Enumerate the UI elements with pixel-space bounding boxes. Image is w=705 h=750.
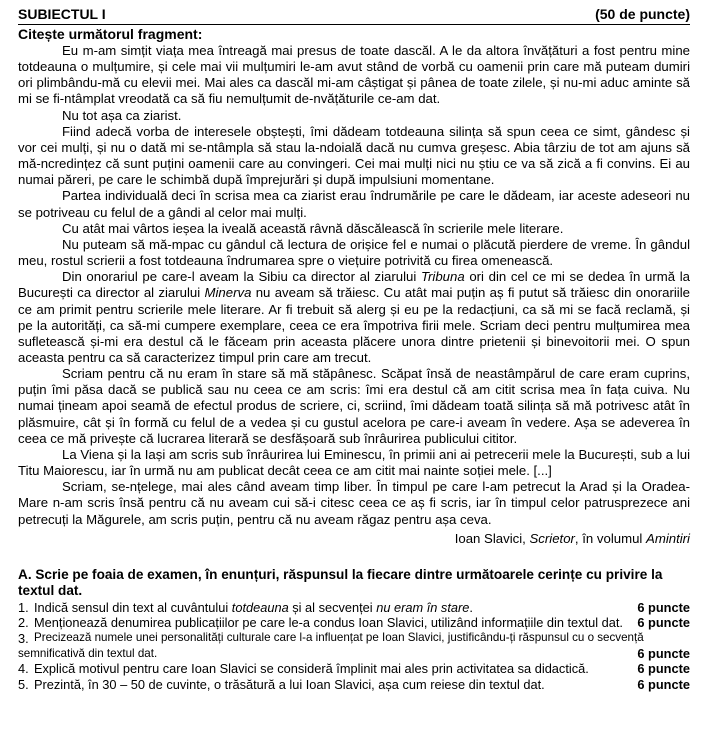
reading-instruction: Citește următorul fragment: (18, 26, 203, 42)
passage-paragraph (18, 43, 690, 108)
passage-paragraph (18, 237, 690, 269)
text-run: Explică motivul pentru care Ioan Slavici se consideră împlinit mai ales prin activitatea sa didactică. (34, 661, 589, 677)
attribution-rest: , în volumul (574, 530, 647, 546)
text-run: Indică sensul din text al cuvântului (34, 599, 232, 615)
text-run: Prezintă, în 30 – 50 de cuvinte, o trăsătură a lui Ioan Slavici, așa cum reiese din textul dat. (34, 676, 545, 692)
subject-points: (50 de puncte) (595, 6, 690, 22)
question-points: 6 puncte (637, 661, 690, 677)
question-item (18, 615, 690, 631)
question-number: 4. (18, 661, 29, 677)
text-run: La Viena și la Iași am scris sub înrâurirea lui Eminescu, în primii ani ai petrecerii mele la București, sub a lui Titu Maiorescu, iar în urmă nu am publicat decât ceea ce am citit mai nainte soției mele. [...] (18, 446, 690, 479)
text-run: Eu m-am simțit viața mea întreagă mai presus de toate dascăl. A le da altora învățături a fost pentru mine totdeauna o mulțumire, și cele mai vii mulțumiri le-am avut stând de vorbă cu oamenii prin care mă puteam dumiri ori plimbându-mă cu elevii mei. Mai ales ca dascăl mi-am câștigat și pânea de toate zilele, și nu-mi aduc aminte să mi se fi-ntâmplat vreodată ca să fiu nemulțumit de-nvățăturile ce-am dat. (18, 43, 690, 107)
text-run: Cu atât mai vârtos ieșea la iveală această râvnă dăscălească în scrierile mele literare. (62, 220, 564, 236)
text-run: Fiind adecă vorba de interesele obștești, îmi dădeam totdeauna silința să spun ceea ce simt, gândesc și vor cei mulți, și nu o dată mi se-ntâmpla să stau la-ndoială dacă nu cumva greșesc. Abia târziu de tot am ajuns să mă-ncredințez că sunt puțini oamenii care au convingeri. Cei mai mulți nici nu știu ce va să zică a fi convins. Ei au numai păreri, pe care le schimbă după împrejurări și după impulsiuni momentane. (18, 123, 690, 188)
text-run: . (469, 599, 473, 615)
subject-header (18, 6, 690, 25)
question-points: 6 puncte (637, 646, 690, 662)
text-run: Scriam pentru că nu eram în stare să mă stăpânesc. Scăpat însă de neastâmpărul de care eram cuprins, puțin îmi păsa dacă se publică sau nu ceea ce am scris: îmi era destul că am citit scrisa mea în fața cuiva. Nu numai țineam apoi seamă de efectul produs de scriere, ci, scriind, îmi dădeam toată silința să mă potrivesc atât în plăsmuire, cât și în formă cu felul de a vedea și cu gustul acelora pe care-i aveam în vedere. Așa se adeverea în ceea ce mă privește că lucrarea literară se desfășoară sub înrâurirea publicului cititor. (18, 366, 690, 446)
text-run: ori din cel ce mi se dedea în urmă la București ca director al ziarului (18, 269, 690, 301)
question-text: Precizează numele unei personalități culturale care l-a influențat pe Ioan Slavici, justificându-ți răspunsul cu o secvență (34, 630, 644, 644)
text-run: Nu tot așa ca ziarist. (62, 107, 182, 123)
question-item (18, 661, 690, 677)
attribution-volume: Amintiri (646, 530, 690, 546)
question-points: 6 puncte (637, 615, 690, 631)
text-run: și al secvenței (288, 599, 377, 615)
question-text (34, 677, 633, 693)
question-text-continued: semnificativă din textul dat. (18, 647, 158, 661)
question-item (18, 677, 690, 693)
text-run: Partea individuală deci în scrisa mea ca ziarist erau îndrumările pe care le dădeam, iar aceste adeseori nu se potriveau cu felul de a gândi al celor mai mulți. (18, 188, 690, 220)
section-a-heading: A. Scrie pe foaia de examen, în enunțuri, răspunsul la fiecare dintre următoarele cerințe cu privire la textul dat. (18, 566, 663, 599)
question-points: 6 puncte (637, 676, 690, 692)
passage-paragraph (18, 221, 690, 237)
question-number: 5. (18, 676, 29, 692)
question-number: 3. (18, 630, 29, 646)
italic-text: totdeauna (231, 599, 289, 615)
text-run: Menționează denumirea publicațiilor pe care le-a condus Ioan Slavici, utilizând informațiile din textul dat. (34, 615, 623, 631)
question-text (34, 600, 633, 616)
question-item (18, 600, 690, 616)
italic-text: nu eram în stare (376, 599, 470, 615)
question-list (18, 600, 690, 693)
passage-paragraph (18, 447, 690, 479)
passage-paragraph (18, 188, 690, 220)
question-number: 2. (18, 615, 29, 631)
italic-text: Minerva (204, 285, 252, 301)
question-number: 1. (18, 599, 29, 615)
text-run: Din onorariul pe care-l aveam la Sibiu ca director al ziarului (62, 269, 421, 285)
passage-paragraph (18, 269, 690, 366)
passage-paragraph (18, 124, 690, 189)
passage-paragraph (18, 479, 690, 527)
italic-text: Tribuna (420, 269, 465, 285)
question-text (34, 615, 633, 631)
attribution-author: Ioan Slavici, (454, 530, 530, 546)
question-points: 6 puncte (637, 599, 690, 615)
exam-page (18, 6, 690, 692)
text-run: nu aveam să trăiesc. Cu atât mai puțin aș fi putut să trăiesc din onorariile ce am primit pentru scrierile mele literare. Ar fi trebuit să alerg și eu pe la redacțiuni, ca să mi se facă reclamă, și pe la autorități, ca să-mi cumpere exemplare, ceea ce era împotriva firii mele. Scriam deci pentru mulțumirea mea sufletească și-mi era destul că le făceam prin aceasta plăcere unora dintre prietenii și binevoitorii mei. O spun aceasta pentru ca să caracterizez timpul prin care am trecut. (18, 285, 690, 365)
passage-paragraph (18, 366, 690, 447)
passage-paragraph (18, 108, 690, 124)
source-attribution (18, 531, 690, 547)
question-item (18, 631, 690, 662)
text-run: Nu puteam să mă-mpac cu gândul că lectura de orișice fel e numai o plăcută pierdere de vreme. În gândul meu, rostul scrierii a fost totdeauna îndrumarea spre o viețuire potrivită cu firea omenească. (18, 236, 690, 269)
text-run: Scriam, se-nțelege, mai ales când aveam timp liber. În timpul pe care l-am petrecut la Arad și la Oradea-Mare n-am scris însă pentru că nu aveam cui să-i citesc ceea ce aș fi scris, iar în timpul celor patrusprezece ani petrecuți la Măgurele, am scris puțin, pentru că nu aveam răgaz pentru așa ceva. (18, 479, 690, 527)
attribution-title: Scrietor (529, 530, 575, 546)
subject-title: SUBIECTUL I (18, 6, 106, 22)
text-fragment (18, 43, 690, 528)
question-text (34, 661, 633, 677)
